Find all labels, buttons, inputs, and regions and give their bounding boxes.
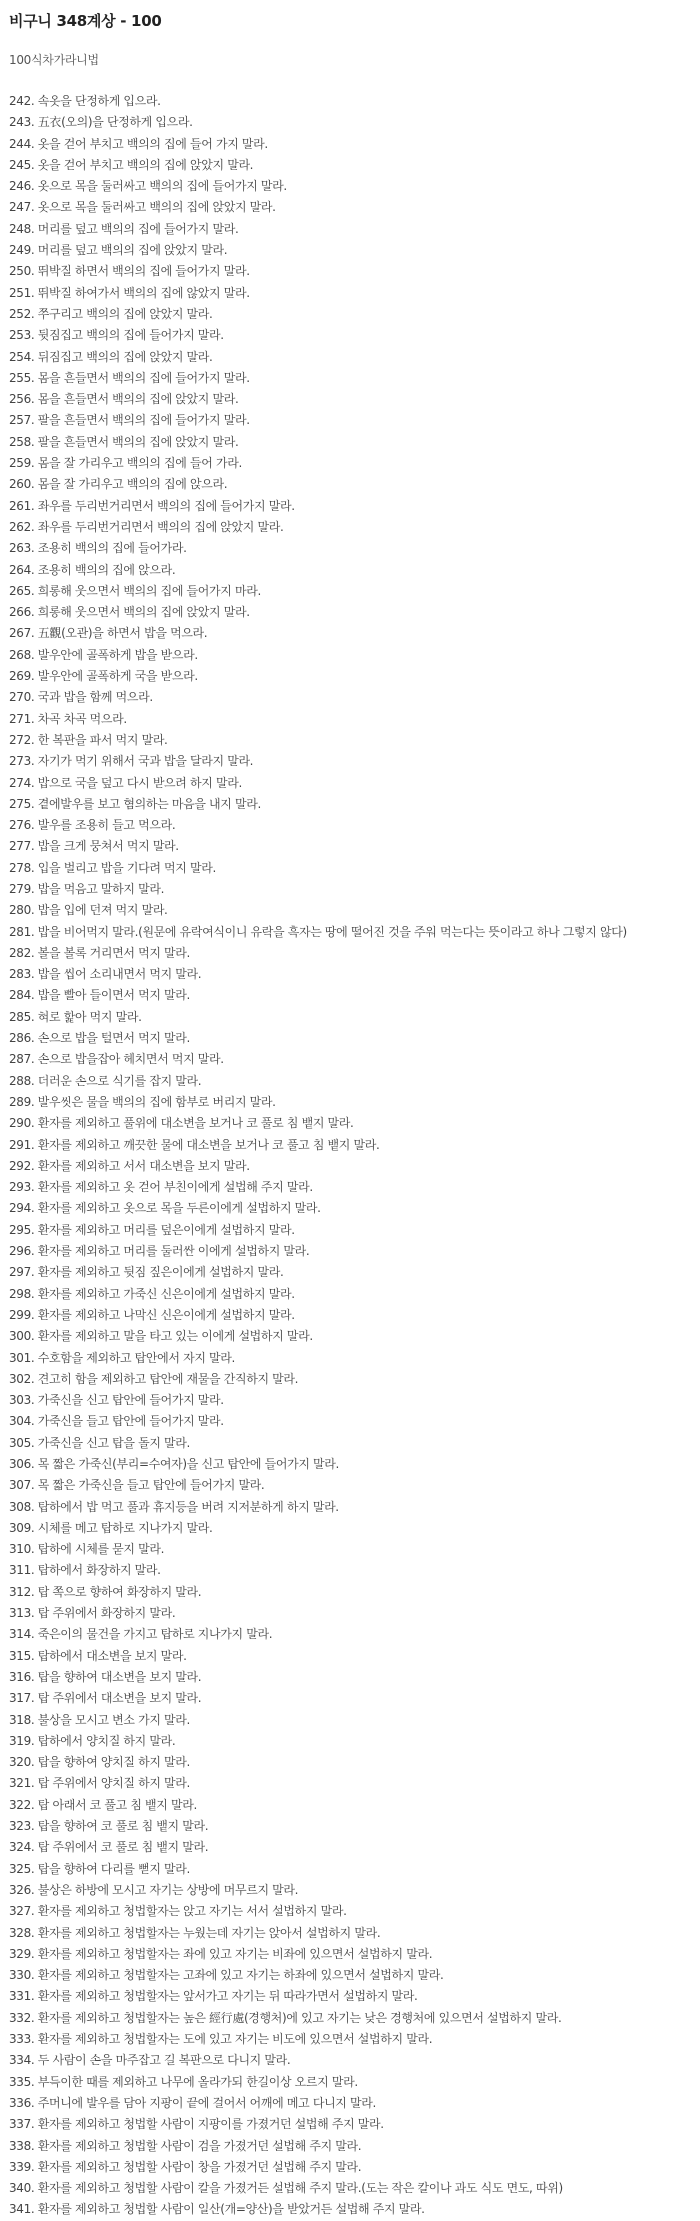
precept-item: 276. 발우를 조용히 들고 먹으라. xyxy=(9,818,176,833)
precept-item: 298. 환자를 제외하고 가죽신 신은이에게 설법하지 말라. xyxy=(9,1286,295,1301)
precept-item: 247. 옷으로 목을 둘러싸고 백의의 집에 앉았지 말라. xyxy=(9,200,276,215)
precept-item: 280. 밥을 입에 던져 먹지 말라. xyxy=(9,903,168,918)
precept-item: 341. 환자를 제외하고 청법할 사람이 일산(개=양산)을 받았거든 설법해 주지 말라. xyxy=(9,2202,425,2217)
precept-item: 330. 환자를 제외하고 청법할자는 고좌에 있고 자기는 하좌에 있으면서 설법하지 말라. xyxy=(9,1968,444,1983)
precept-item: 273. 자기가 먹기 위해서 국과 밥을 달라지 말라. xyxy=(9,754,254,769)
precept-item: 244. 옷을 걷어 부치고 백의의 집에 들어 가지 말라. xyxy=(9,136,268,151)
precept-item: 285. 혀로 핥아 먹지 말라. xyxy=(9,1009,142,1024)
precept-item: 320. 탑을 향하여 양치질 하지 말라. xyxy=(9,1755,191,1770)
precept-item: 287. 손으로 밥을잡아 헤치면서 먹지 말라. xyxy=(9,1052,224,1067)
precept-item: 335. 부득이한 때를 제외하고 나무에 올라가되 한길이상 오르지 말라. xyxy=(9,2074,358,2089)
precept-item: 253. 뒷짐집고 백의의 집에 들어가지 말라. xyxy=(9,328,224,343)
precept-item: 242. 속옷을 단정하게 입으라. xyxy=(9,94,161,108)
precept-item: 274. 밥으로 국을 덮고 다시 받으려 하지 말라. xyxy=(9,775,242,790)
precept-item: 277. 밥을 크게 뭉쳐서 먹지 말라. xyxy=(9,839,179,854)
precept-item: 299. 환자를 제외하고 나막신 신은이에게 설법하지 말라. xyxy=(9,1307,295,1322)
precept-item: 301. 수호함을 제외하고 탑안에서 자지 말라. xyxy=(9,1350,235,1365)
precept-item: 270. 국과 밥을 함께 먹으라. xyxy=(9,690,153,705)
precept-item: 303. 가죽신을 신고 탑안에 들어가지 말라. xyxy=(9,1393,224,1408)
precept-item: 325. 탑을 향하여 다리를 뻗지 말라. xyxy=(9,1861,191,1876)
precept-item: 317. 탑 주위에서 대소변을 보지 말라. xyxy=(9,1691,202,1706)
precept-item: 302. 견고히 함을 제외하고 탑안에 재물을 간직하지 말라. xyxy=(9,1371,299,1386)
precept-item: 306. 목 짧은 가죽신(부리=수여자)을 신고 탑안에 들어가지 말라. xyxy=(9,1457,339,1471)
precept-list xyxy=(9,91,700,2221)
precept-item: 316. 탑을 향하여 대소변을 보지 말라. xyxy=(9,1669,202,1684)
precept-item: 323. 탑을 향하여 코 풀로 침 뱉지 말라. xyxy=(9,1819,209,1834)
precept-item: 257. 팔을 흔들면서 백의의 집에 들어가지 말라. xyxy=(9,413,250,428)
precept-item: 249. 머리를 덮고 백의의 집에 앉았지 말라. xyxy=(9,243,228,258)
precept-item: 292. 환자를 제외하고 서서 대소변을 보지 말라. xyxy=(9,1158,250,1173)
precept-item: 266. 희롱해 웃으면서 백의의 집에 앉았지 말라. xyxy=(9,605,250,620)
precept-item: 310. 탑하에 시체를 묻지 말라. xyxy=(9,1542,165,1557)
precept-item: 288. 더러운 손으로 식기를 잡지 말라. xyxy=(9,1073,202,1088)
precept-item: 337. 환자를 제외하고 청법할 사람이 지팡이를 가졌거던 설법해 주지 말라. xyxy=(9,2117,384,2132)
precept-item: 251. 뛰박질 하여가서 백의의 집에 않았지 말라. xyxy=(9,285,250,300)
precept-item: 338. 환자를 제외하고 청법할 사람이 검을 가졌거던 설법해 주지 말라. xyxy=(9,2138,362,2153)
precept-item: 264. 조용히 백의의 집에 앉으라. xyxy=(9,562,176,577)
precept-item: 295. 환자를 제외하고 머리를 덮은이에게 설법하지 말라. xyxy=(9,1222,295,1237)
page-title: 비구니 348계상 - 100 xyxy=(9,12,162,30)
precept-item: 294. 환자를 제외하고 옷으로 목을 두른이에게 설법하지 말라. xyxy=(9,1201,321,1216)
precept-item: 304. 가죽신을 들고 탑안에 들어가지 말라. xyxy=(9,1414,224,1429)
precept-item: 326. 불상은 하방에 모시고 자기는 상방에 머무르지 말라. xyxy=(9,1882,299,1897)
precept-item: 245. 옷을 걷어 부치고 백의의 집에 앉았지 말라. xyxy=(9,157,254,172)
precept-item: 340. 환자를 제외하고 청법할 사람이 칼을 가졌거든 설법해 주지 말라.(도는 작은 칼이나 과도 식도 면도, 따위) xyxy=(9,2181,563,2196)
precept-item: 243. 五衣(오의)을 단정하게 입으라. xyxy=(9,115,193,130)
precept-item: 296. 환자를 제외하고 머리를 둘러싼 이에게 설법하지 말라. xyxy=(9,1244,310,1259)
precept-item: 248. 머리를 덮고 백의의 집에 들어가지 말라. xyxy=(9,221,239,236)
precept-item: 279. 밥을 먹음고 말하지 말라. xyxy=(9,881,165,896)
precept-item: 339. 환자를 제외하고 청법할 사람이 창을 가졌거던 설법해 주지 말라. xyxy=(9,2159,362,2174)
precept-item: 311. 탑하에서 화장하지 말라. xyxy=(9,1563,161,1578)
precept-item: 322. 탑 아래서 코 풀고 침 뱉지 말라. xyxy=(9,1797,197,1812)
page-subtitle: 100식차가라니법 xyxy=(9,53,99,67)
precept-item: 255. 몸을 흔들면서 백의의 집에 들어가지 말라. xyxy=(9,370,250,385)
precept-item: 334. 두 사람이 손을 마주잡고 길 복판으로 다니지 말라. xyxy=(9,2053,291,2068)
precept-item: 319. 탑하에서 양치질 하지 말라. xyxy=(9,1733,176,1748)
precept-item: 286. 손으로 밥을 털면서 먹지 말라. xyxy=(9,1031,191,1046)
precept-item: 332. 환자를 제외하고 청법할자는 높은 經行處(경행처)에 있고 자기는 낮은 경행처에 있으면서 설법하지 말라. xyxy=(9,2010,562,2025)
precept-item: 275. 곁에발우를 보고 혐의하는 마음을 내지 말라. xyxy=(9,796,261,811)
precept-item: 318. 불상을 모시고 변소 가지 말라. xyxy=(9,1712,191,1727)
precept-item: 290. 환자를 제외하고 풀위에 대소변을 보거나 코 풀로 침 뱉지 말라. xyxy=(9,1116,354,1131)
precept-item: 252. 쭈구리고 백의의 집에 앉았지 말라. xyxy=(9,306,213,321)
precept-item: 300. 환자를 제외하고 말을 타고 있는 이에게 설법하지 말라. xyxy=(9,1329,313,1344)
precept-item: 271. 차곡 차곡 먹으라. xyxy=(9,711,127,726)
precept-item: 293. 환자를 제외하고 옷 걷어 부친이에게 설법해 주지 말라. xyxy=(9,1180,313,1195)
precept-item: 328. 환자를 제외하고 청법할자는 누웠는데 자기는 앉아서 설법하지 말라. xyxy=(9,1925,381,1940)
precept-item: 329. 환자를 제외하고 청법할자는 좌에 있고 자기는 비좌에 있으면서 설법하지 말라. xyxy=(9,1946,433,1961)
precept-item: 260. 몸을 잘 가리우고 백의의 집에 앉으라. xyxy=(9,477,228,492)
precept-item: 313. 탑 주위에서 화장하지 말라. xyxy=(9,1606,176,1621)
precept-item: 291. 환자를 제외하고 깨끗한 물에 대소변을 보거나 코 풀고 침 뱉지 말라. xyxy=(9,1137,380,1152)
precept-item: 254. 뒤짐집고 백의의 집에 앉았지 말라. xyxy=(9,349,213,364)
precept-item: 308. 탑하에서 밥 먹고 풀과 휴지등을 버려 지저분하게 하지 말라. xyxy=(9,1499,339,1514)
precept-item: 327. 환자를 제외하고 청법할자는 앉고 자기는 서서 설법하지 말라. xyxy=(9,1904,347,1919)
precept-item: 262. 좌우를 두리번거리면서 백의의 집에 앉았지 말라. xyxy=(9,519,284,534)
precept-item: 336. 주머니에 발우를 담아 지팡이 끝에 걸어서 어깨에 메고 다니지 말라. xyxy=(9,2095,376,2110)
precept-item: 283. 밥을 씹어 소리내면서 먹지 말라. xyxy=(9,967,202,982)
precept-item: 297. 환자를 제외하고 뒷짐 짚은이에게 설법하지 말라. xyxy=(9,1265,284,1280)
precept-item: 289. 발우씻은 물을 백의의 집에 함부로 버리지 말라. xyxy=(9,1094,276,1109)
precept-item: 256. 몸을 흔들면서 백의의 집에 앉았지 말라. xyxy=(9,392,239,407)
precept-item: 284. 밥을 빨아 들이면서 먹지 말라. xyxy=(9,988,191,1003)
precept-item: 250. 뛰박질 하면서 백의의 집에 들어가지 말라. xyxy=(9,264,250,279)
precept-item: 281. 밥을 비어먹지 말라.(원문에 유락여식이니 유락을 흑자는 땅에 떨어진 것을 주워 먹는다는 뜻이라고 하나 그렇지 않다) xyxy=(9,924,627,939)
precept-item: 324. 탑 주위에서 코 풀로 침 뱉지 말라. xyxy=(9,1840,209,1855)
precept-item: 331. 환자를 제외하고 청법할자는 앞서가고 자기는 뒤 따라가면서 설법하지 말라. xyxy=(9,1989,418,2004)
precept-item: 265. 희롱해 웃으면서 백의의 집에 들어가지 마라. xyxy=(9,583,261,598)
precept-item: 333. 환자를 제외하고 청법할자는 도에 있고 자기는 비도에 있으면서 설법하지 말라. xyxy=(9,2032,433,2047)
precept-item: 259. 몸을 잘 가리우고 백의의 집에 들어 가라. xyxy=(9,456,242,471)
precept-item: 282. 볼을 볼록 거리면서 먹지 말라. xyxy=(9,945,191,960)
precept-item: 269. 발우안에 골폭하게 국을 받으라. xyxy=(9,669,198,684)
precept-item: 321. 탑 주위에서 양치질 하지 말라. xyxy=(9,1776,191,1791)
precept-item: 272. 한 복판을 파서 먹지 말라. xyxy=(9,732,168,747)
precept-item: 314. 죽은이의 물건을 가지고 탑하로 지나가지 말라. xyxy=(9,1627,273,1642)
precept-item: 258. 팔을 흔들면서 백의의 집에 앉았지 말라. xyxy=(9,434,239,449)
precept-item: 305. 가죽신을 신고 탑을 돌지 말라. xyxy=(9,1435,191,1450)
precept-item: 261. 좌우를 두리번거리면서 백의의 집에 들어가지 말라. xyxy=(9,498,295,513)
precept-item: 263. 조용히 백의의 집에 들어가라. xyxy=(9,541,187,556)
precept-item: 268. 발우안에 골폭하게 밥을 받으라. xyxy=(9,647,198,662)
precept-item: 278. 입을 벌리고 밥을 기다려 먹지 말라. xyxy=(9,860,216,875)
precept-item: 315. 탑하에서 대소변을 보지 말라. xyxy=(9,1648,187,1663)
precept-item: 309. 시체를 메고 탑하로 지나가지 말라. xyxy=(9,1520,213,1535)
precept-item: 246. 옷으로 목을 둘러싸고 백의의 집에 들어가지 말라. xyxy=(9,179,287,194)
precept-item: 307. 목 짧은 가죽신을 들고 탑안에 들어가지 말라. xyxy=(9,1478,265,1493)
precept-item: 312. 탑 쪽으로 향하여 화장하지 말라. xyxy=(9,1584,202,1599)
precept-item: 267. 五觀(오관)을 하면서 밥을 먹으라. xyxy=(9,626,208,641)
